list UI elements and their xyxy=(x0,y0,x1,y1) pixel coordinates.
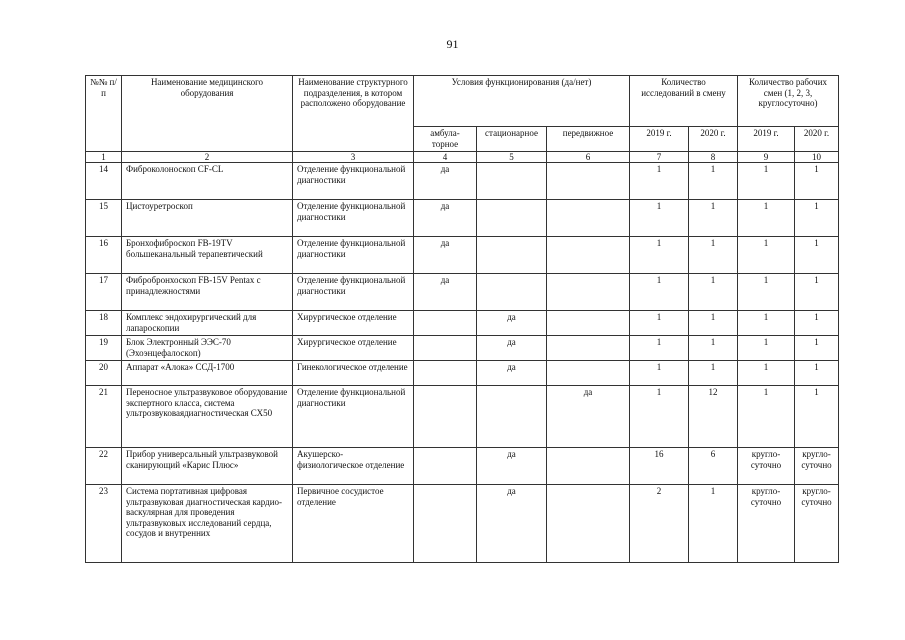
studies-2019: 1 xyxy=(630,311,689,336)
row-number: 19 xyxy=(86,336,122,361)
shifts-2019: 1 xyxy=(738,200,795,237)
shifts-2019: 1 xyxy=(738,311,795,336)
row-number: 18 xyxy=(86,311,122,336)
shifts-2020: кругло-суточно xyxy=(795,448,839,485)
studies-2020: 1 xyxy=(689,361,738,386)
shifts-2019: 1 xyxy=(738,361,795,386)
equipment-name: Аппарат «Алока» ССД-1700 xyxy=(122,361,293,386)
header-conditions: Условия функционирования (да/нет) xyxy=(414,76,630,127)
cond-mobile xyxy=(547,274,630,311)
studies-2019: 1 xyxy=(630,274,689,311)
shifts-2019: 1 xyxy=(738,274,795,311)
row-number: 16 xyxy=(86,237,122,274)
table-row xyxy=(86,485,839,563)
row-number: 17 xyxy=(86,274,122,311)
unit-name: Хирургическое отделение xyxy=(293,336,414,361)
cond-stationary xyxy=(477,386,547,448)
cond-mobile xyxy=(547,448,630,485)
header-ambulatory: амбула-торное xyxy=(414,127,477,152)
cond-stationary xyxy=(477,237,547,274)
studies-2020: 6 xyxy=(689,448,738,485)
column-number: 5 xyxy=(477,152,547,163)
column-number: 9 xyxy=(738,152,795,163)
table-row xyxy=(86,311,839,336)
row-number: 22 xyxy=(86,448,122,485)
studies-2019: 2 xyxy=(630,485,689,563)
column-number: 3 xyxy=(293,152,414,163)
shifts-2020: 1 xyxy=(795,361,839,386)
header-num: №№ п/п xyxy=(86,76,122,152)
row-number: 15 xyxy=(86,200,122,237)
cond-ambulatory: да xyxy=(414,200,477,237)
column-number: 1 xyxy=(86,152,122,163)
column-number: 2 xyxy=(122,152,293,163)
table-row xyxy=(86,200,839,237)
shifts-2020: 1 xyxy=(795,336,839,361)
row-number: 21 xyxy=(86,386,122,448)
studies-2019: 1 xyxy=(630,163,689,200)
header-shifts-2019: 2019 г. xyxy=(738,127,795,152)
header-equipment-name: Наименование медицинского оборудования xyxy=(122,76,293,152)
studies-2020: 1 xyxy=(689,336,738,361)
column-number: 4 xyxy=(414,152,477,163)
equipment-name: Фиброколоноскоп CF-CL xyxy=(122,163,293,200)
cond-stationary: да xyxy=(477,485,547,563)
cond-ambulatory: да xyxy=(414,237,477,274)
equipment-name: Система портативная цифровая ультразвуковая диагностическая кардио-васкулярная для проведения ультразвуковых исследований сердца, сосудов и внутренних xyxy=(122,485,293,563)
header-mobile: передвижное xyxy=(547,127,630,152)
unit-name: Гинекологическое отделение xyxy=(293,361,414,386)
equipment-name: Блок Электронный ЭЭС-70 (Эхоэнцефалоскоп) xyxy=(122,336,293,361)
header-stationary: стационарное xyxy=(477,127,547,152)
cond-stationary: да xyxy=(477,448,547,485)
unit-name: Отделение функциональной диагностики xyxy=(293,200,414,237)
cond-ambulatory xyxy=(414,311,477,336)
shifts-2019: 1 xyxy=(738,237,795,274)
shifts-2020: кругло-суточно xyxy=(795,485,839,563)
shifts-2020: 1 xyxy=(795,274,839,311)
column-number: 6 xyxy=(547,152,630,163)
table-row xyxy=(86,163,839,200)
studies-2019: 1 xyxy=(630,336,689,361)
shifts-2019: кругло-суточно xyxy=(738,485,795,563)
row-number: 20 xyxy=(86,361,122,386)
unit-name: Акушерско-физиологическое отделение xyxy=(293,448,414,485)
equipment-name: Цистоуретроскоп xyxy=(122,200,293,237)
cond-mobile xyxy=(547,163,630,200)
shifts-2020: 1 xyxy=(795,237,839,274)
page-number: 91 xyxy=(446,37,459,51)
equipment-name: Переносное ультразвуковое оборудование экспертного класса, система ультрозвуковаядиагностическая СХ50 xyxy=(122,386,293,448)
table-row xyxy=(86,336,839,361)
cond-stationary: да xyxy=(477,311,547,336)
cond-mobile xyxy=(547,200,630,237)
equipment-name: Бронхофиброскоп FB-19TV большеканальный терапевтический xyxy=(122,237,293,274)
cond-mobile xyxy=(547,336,630,361)
cond-ambulatory: да xyxy=(414,163,477,200)
cond-ambulatory xyxy=(414,386,477,448)
studies-2020: 12 xyxy=(689,386,738,448)
cond-ambulatory xyxy=(414,361,477,386)
cond-ambulatory xyxy=(414,448,477,485)
table-row xyxy=(86,274,839,311)
cond-ambulatory xyxy=(414,336,477,361)
shifts-2020: 1 xyxy=(795,311,839,336)
header-studies-2019: 2019 г. xyxy=(630,127,689,152)
shifts-2020: 1 xyxy=(795,386,839,448)
cond-mobile: да xyxy=(547,386,630,448)
column-number: 7 xyxy=(630,152,689,163)
equipment-name: Комплекс эндохирургический для лапароскопии xyxy=(122,311,293,336)
cond-ambulatory: да xyxy=(414,274,477,311)
cond-stationary xyxy=(477,274,547,311)
studies-2019: 1 xyxy=(630,361,689,386)
unit-name: Отделение функциональной диагностики xyxy=(293,274,414,311)
shifts-2020: 1 xyxy=(795,200,839,237)
cond-mobile xyxy=(547,311,630,336)
cond-stationary xyxy=(477,163,547,200)
shifts-2019: 1 xyxy=(738,386,795,448)
equipment-table xyxy=(85,75,839,563)
studies-2020: 1 xyxy=(689,163,738,200)
table-row xyxy=(86,361,839,386)
table-row xyxy=(86,237,839,274)
unit-name: Первичное сосудистое отделение xyxy=(293,485,414,563)
cond-stationary xyxy=(477,200,547,237)
equipment-name: Фибробронхоскоп FB-15V Pentax с принадлежностями xyxy=(122,274,293,311)
cond-stationary: да xyxy=(477,361,547,386)
column-number: 10 xyxy=(795,152,839,163)
table-row xyxy=(86,448,839,485)
shifts-2020: 1 xyxy=(795,163,839,200)
studies-2020: 1 xyxy=(689,237,738,274)
studies-2020: 1 xyxy=(689,485,738,563)
header-unit: Наименование структурного подразделения, в котором расположено оборудование xyxy=(293,76,414,152)
header-shifts-2020: 2020 г. xyxy=(795,127,839,152)
studies-2019: 1 xyxy=(630,200,689,237)
header-studies: Количество исследований в смену xyxy=(630,76,738,127)
unit-name: Отделение функциональной диагностики xyxy=(293,237,414,274)
cond-stationary: да xyxy=(477,336,547,361)
cond-ambulatory xyxy=(414,485,477,563)
unit-name: Отделение функциональной диагностики xyxy=(293,386,414,448)
equipment-name: Прибор универсальный ультразвуковой сканирующий «Карис Плюс» xyxy=(122,448,293,485)
studies-2020: 1 xyxy=(689,274,738,311)
table-row xyxy=(86,386,839,448)
header-shifts: Количество рабочих смен (1, 2, 3, круглосуточно) xyxy=(738,76,839,127)
studies-2020: 1 xyxy=(689,311,738,336)
column-number: 8 xyxy=(689,152,738,163)
column-number-row xyxy=(86,152,839,163)
cond-mobile xyxy=(547,485,630,563)
header-studies-2020: 2020 г. xyxy=(689,127,738,152)
row-number: 14 xyxy=(86,163,122,200)
shifts-2019: 1 xyxy=(738,336,795,361)
studies-2019: 1 xyxy=(630,237,689,274)
unit-name: Отделение функциональной диагностики xyxy=(293,163,414,200)
table-body xyxy=(86,163,839,563)
studies-2019: 1 xyxy=(630,386,689,448)
shifts-2019: 1 xyxy=(738,163,795,200)
studies-2019: 16 xyxy=(630,448,689,485)
shifts-2019: кругло-суточно xyxy=(738,448,795,485)
unit-name: Хирургическое отделение xyxy=(293,311,414,336)
row-number: 23 xyxy=(86,485,122,563)
studies-2020: 1 xyxy=(689,200,738,237)
cond-mobile xyxy=(547,237,630,274)
cond-mobile xyxy=(547,361,630,386)
